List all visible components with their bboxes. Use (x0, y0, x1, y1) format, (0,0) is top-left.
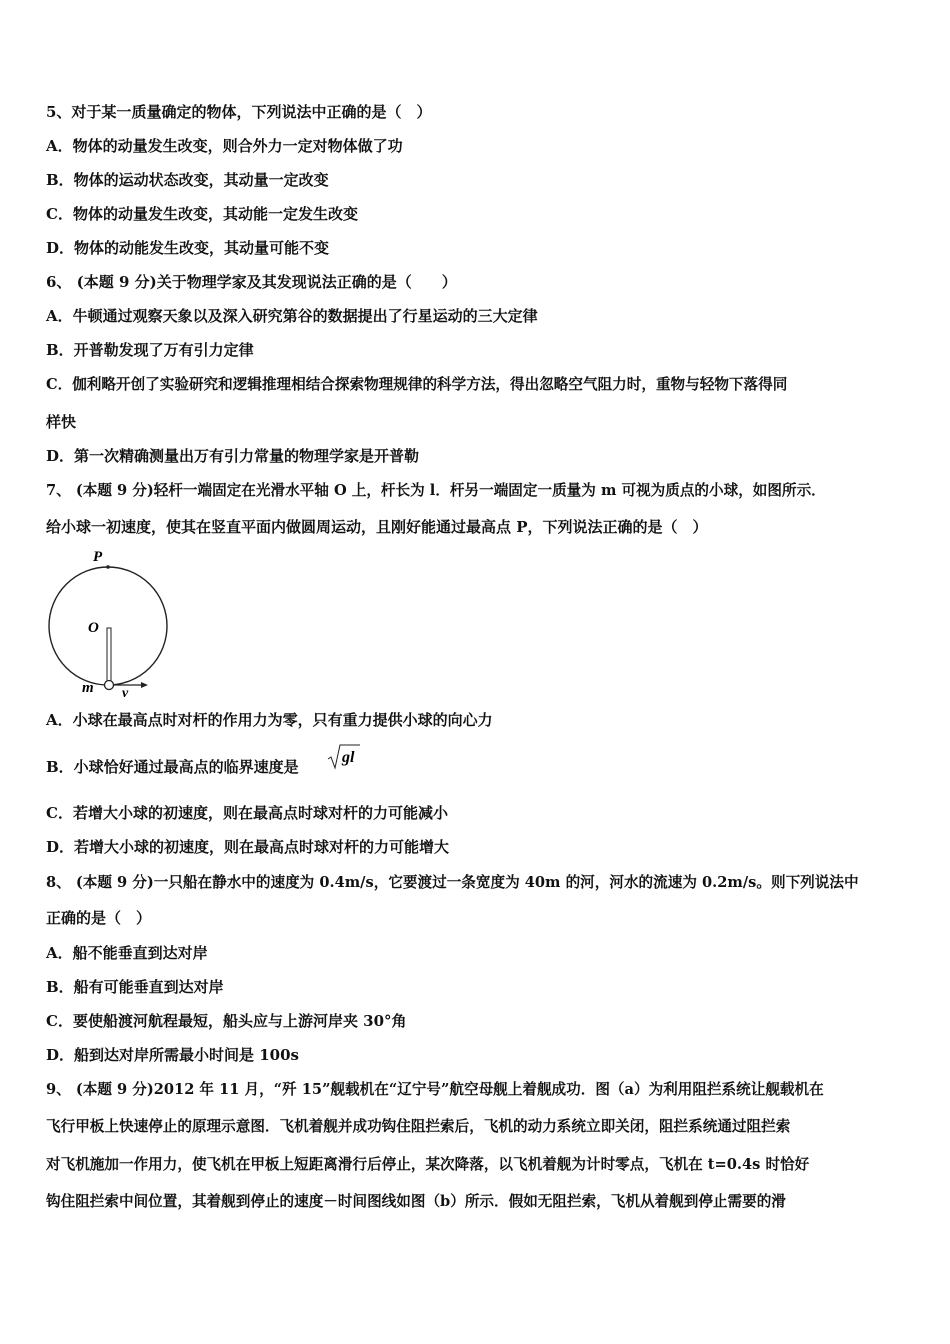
q8-option-c: C．要使船渡河航程最短，船头应与上游河岸夹 30°角 (46, 1012, 407, 1030)
label-m: m (82, 680, 94, 696)
q6-option-c-continued: 样快 (46, 413, 77, 431)
q8-stem-continued: 正确的是（ ） (46, 909, 152, 927)
q9-text-line-1: 9、 (本题 9 分)2012 年 11 月，“歼 15”舰载机在“辽宁号”航空母舰上着舰成功．图（a）为利用阻拦系统让舰载机在 (46, 1081, 824, 1098)
q7-option-c: C．若增大小球的初速度，则在最高点时球对杆的力可能减小 (46, 804, 448, 822)
q6-option-a: A．牛顿通过观察天象以及深入研究第谷的数据提出了行星运动的三大定律 (46, 307, 538, 325)
q7-stem: 7、 (本题 9 分)轻杆一端固定在光滑水平轴 O 上，杆长为 l．杆另一端固定一质量为 m 可视为质点的小球，如图所示． (46, 482, 826, 499)
q5-option-b: B．物体的运动状态改变，其动量一定改变 (46, 171, 329, 189)
q6-stem: 6、 (本题 9 分)关于物理学家及其发现说法正确的是（ ） (46, 273, 457, 291)
q6-option-b: B．开普勒发现了万有引力定律 (46, 341, 254, 359)
q8-stem: 8、 (本题 9 分)一只船在静水中的速度为 0.4m/s，它要渡过一条宽度为 40m 的河，河水的流速为 0.2m/s。则下列说法中 (46, 874, 859, 891)
label-o: O (88, 620, 99, 636)
q6-option-c: C．伽利略开创了实验研究和逻辑推理相结合探索物理规律的科学方法，得出忽略空气阻力时，重物与轻物下落得同 (46, 376, 788, 393)
q9-text-line-2: 飞行甲板上快速停止的原理示意图．飞机着舰并成功钩住阻拦索后，飞机的动力系统立即关闭，阻拦系统通过阻拦索 (46, 1118, 791, 1135)
q5-option-c: C．物体的动量发生改变，其动能一定发生改变 (46, 205, 358, 223)
label-p: P (93, 549, 103, 565)
small-ball (105, 681, 114, 690)
q5-option-a: A．物体的动量发生改变，则合外力一定对物体做了功 (46, 137, 403, 155)
q7-option-a: A．小球在最高点时对杆的作用力为零，只有重力提供小球的向心力 (46, 711, 493, 729)
q8-option-d: D．船到达对岸所需最小时间是 100s (46, 1046, 299, 1064)
label-v: v (122, 686, 129, 701)
velocity-arrowhead (141, 682, 148, 688)
q6-option-d: D．第一次精确测量出万有引力常量的物理学家是开普勒 (46, 447, 420, 465)
sqrt-radicand: gl (342, 749, 355, 766)
q5-option-d: D．物体的动能发生改变，其动量可能不变 (46, 239, 330, 257)
q7-option-d: D．若增大小球的初速度，则在最高点时球对杆的力可能增大 (46, 838, 450, 856)
q7-figure (40, 542, 190, 702)
q8-option-b: B．船有可能垂直到达对岸 (46, 978, 224, 996)
q7-stem-continued: 给小球一初速度，使其在竖直平面内做圆周运动，且刚好能通过最高点 P，下列说法正确的是（ ） (46, 518, 708, 536)
sqrt-gl-formula (327, 743, 361, 771)
top-point-p (106, 565, 110, 569)
q9-text-line-3: 对飞机施加一作用力，使飞机在甲板上短距离滑行后停止，某次降落，以飞机着舰为计时零点，飞机在 t=0.4s 时恰好 (46, 1156, 810, 1173)
q8-option-a: A．船不能垂直到达对岸 (46, 944, 208, 962)
q7-option-b (46, 749, 355, 777)
q9-text-line-4: 钩住阻拦索中间位置，其着舰到停止的速度－时间图线如图（b）所示．假如无阻拦索，飞机从着舰到停止需要的滑 (46, 1193, 786, 1210)
q7-option-b-text: B．小球恰好通过最高点的临界速度是 (46, 758, 299, 776)
light-rod (107, 628, 111, 685)
q5-stem: 5、对于某一质量确定的物体，下列说法中正确的是（ ） (46, 103, 432, 121)
